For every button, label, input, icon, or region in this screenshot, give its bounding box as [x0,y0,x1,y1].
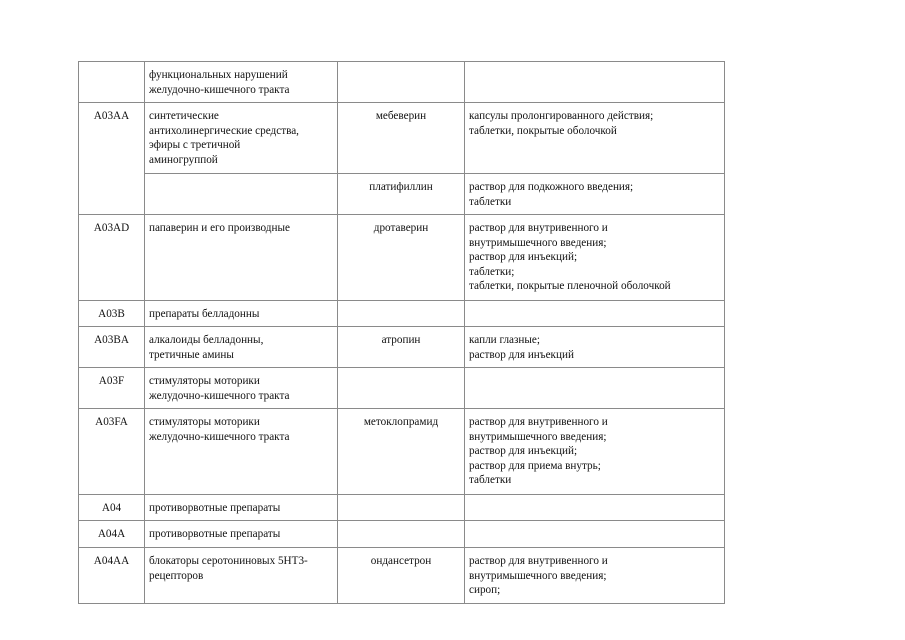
drug-name-cell: ондансетрон [338,548,465,604]
table-row [79,327,725,368]
group-description-cell [145,174,338,215]
drug-name-cell: метоклопрамид [338,409,465,495]
dosage-form-cell [465,368,725,409]
table-row [79,215,725,301]
atc-code-cell: A04AA [79,548,145,604]
drug-name-cell [338,301,465,327]
dosage-form-cell: раствор для внутривенного и внутримышечного введения; раствор для инъекций; таблетки; таблетки, покрытые пленочной оболочкой [465,215,725,301]
table-row [79,301,725,327]
table-row [79,409,725,495]
document-page [78,61,724,604]
dosage-form-cell: капли глазные; раствор для инъекций [465,327,725,368]
drug-name-cell [338,521,465,548]
drug-name-cell [338,368,465,409]
dosage-form-cell: раствор для внутривенного и внутримышечного введения; сироп; [465,548,725,604]
table-row [79,62,725,103]
atc-code-cell: A03FA [79,409,145,495]
atc-code-cell: A03BA [79,327,145,368]
drug-classification-table [78,61,725,604]
table-row [79,548,725,604]
drug-name-cell [338,495,465,521]
atc-code-cell [79,62,145,103]
table-row [79,174,725,215]
atc-code-cell: A04A [79,521,145,548]
dosage-form-cell [465,62,725,103]
atc-code-cell: A03AA [79,103,145,215]
table-row [79,368,725,409]
table-row [79,103,725,174]
atc-code-cell: A03B [79,301,145,327]
dosage-form-cell: раствор для внутривенного и внутримышечного введения; раствор для инъекций; раствор для приема внутрь; таблетки [465,409,725,495]
group-description-cell: препараты белладонны [145,301,338,327]
group-description-cell: алкалоиды белладонны, третичные амины [145,327,338,368]
dosage-form-cell: капсулы пролонгированного действия; таблетки, покрытые оболочкой [465,103,725,174]
dosage-form-cell [465,495,725,521]
group-description-cell: папаверин и его производные [145,215,338,301]
dosage-form-cell [465,301,725,327]
table-row [79,521,725,548]
group-description-cell: стимуляторы моторики желудочно-кишечного тракта [145,409,338,495]
group-description-cell: стимуляторы моторики желудочно-кишечного тракта [145,368,338,409]
dosage-form-cell: раствор для подкожного введения; таблетки [465,174,725,215]
group-description-cell: блокаторы серотониновых 5HT3- рецепторов [145,548,338,604]
atc-code-cell: A03AD [79,215,145,301]
drug-name-cell [338,62,465,103]
group-description-cell: противорвотные препараты [145,495,338,521]
atc-code-cell: A04 [79,495,145,521]
drug-name-cell: атропин [338,327,465,368]
group-description-cell: синтетические антихолинергические средства, эфиры с третичной аминогруппой [145,103,338,174]
drug-name-cell: мебеверин [338,103,465,174]
atc-code-cell: A03F [79,368,145,409]
group-description-cell: противорвотные препараты [145,521,338,548]
group-description-cell: функциональных нарушений желудочно-кишечного тракта [145,62,338,103]
table-row [79,495,725,521]
drug-name-cell: платифиллин [338,174,465,215]
drug-name-cell: дротаверин [338,215,465,301]
dosage-form-cell [465,521,725,548]
